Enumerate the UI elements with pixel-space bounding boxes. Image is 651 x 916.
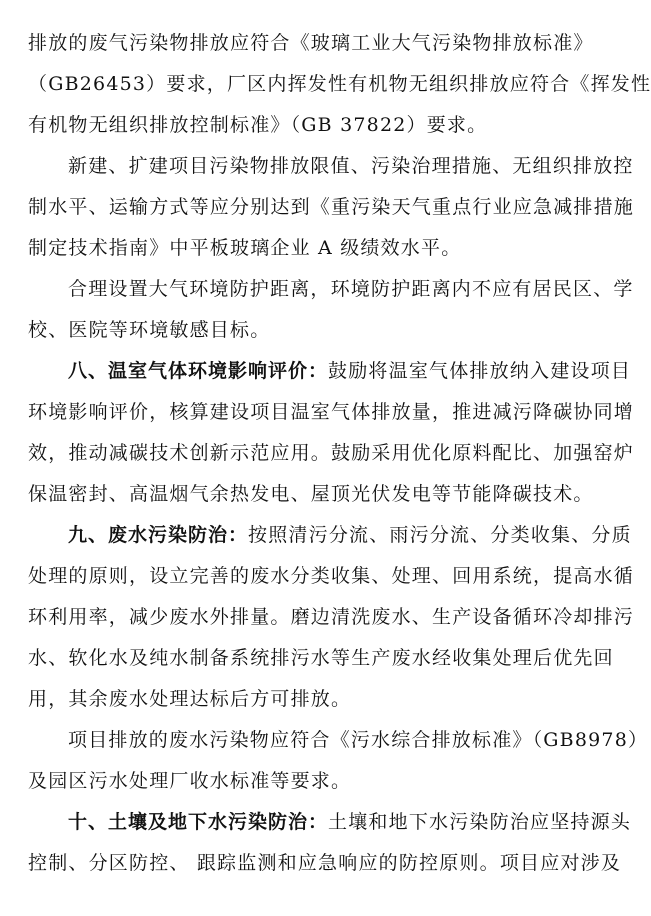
- text-line: 校、医院等环境敏感目标。: [28, 319, 271, 341]
- text-line: 保温密封、高温烟气余热发电、屋顶光伏发电等节能降碳技术。: [28, 483, 594, 505]
- text-line: 排放的废气污染物排放应符合《玻璃工业大气污染物排放标准》: [28, 32, 594, 54]
- text-line: 处理的原则，设立完善的废水分类收集、处理、回用系统，提高水循: [28, 565, 635, 587]
- text-line: （GB26453）要求，厂区内挥发性有机物无组织排放应符合《挥发性: [28, 73, 651, 95]
- text-line: 效，推动减碳技术创新示范应用。鼓励采用优化原料配比、加强窑炉: [28, 442, 635, 464]
- paragraph-first-line: 项目排放的废水污染物应符合《污水综合排放标准》（GB8978）: [68, 729, 649, 751]
- text-line: 制定技术指南》中平板玻璃企业 A 级绩效水平。: [28, 237, 462, 259]
- section-text: 按照清污分流、雨污分流、分类收集、分质: [248, 524, 632, 546]
- section-heading-8: 八、温室气体环境影响评价：: [68, 360, 329, 382]
- section-heading-line: [68, 809, 632, 835]
- text-line: 控制、分区防控、 跟踪监测和应急响应的防控原则。项目应对涉及: [28, 852, 622, 874]
- section-heading-9: 九、废水污染防治：: [68, 524, 249, 546]
- text-line: 及园区污水处理厂收水标准等要求。: [28, 770, 352, 792]
- text-line: 用，其余废水处理达标后方可排放。: [28, 688, 352, 710]
- text-line: 环利用率，减少废水外排量。磨边清洗废水、生产设备循环冷却排污: [28, 606, 635, 628]
- section-heading-line: [68, 358, 632, 384]
- section-text: 鼓励将温室气体排放纳入建设项目: [328, 360, 632, 382]
- section-heading-10: 十、土壤及地下水污染防治：: [68, 811, 329, 833]
- paragraph-first-line: 合理设置大气环境防护距离，环境防护距离内不应有居民区、学: [68, 278, 634, 300]
- text-line: 水、软化水及纯水制备系统排污水等生产废水经收集处理后优先回: [28, 647, 614, 669]
- text-line: 环境影响评价，核算建设项目温室气体排放量，推进减污降碳协同增: [28, 401, 635, 423]
- text-line: 制水平、运输方式等应分别达到《重污染天气重点行业应急减排措施: [28, 196, 635, 218]
- section-text: 土壤和地下水污染防治应坚持源头: [328, 811, 632, 833]
- section-heading-line: [68, 522, 632, 548]
- text-line: 有机物无组织排放控制标准》（GB 37822）要求。: [28, 114, 488, 136]
- paragraph-first-line: 新建、扩建项目污染物排放限值、污染治理措施、无组织排放控: [68, 155, 634, 177]
